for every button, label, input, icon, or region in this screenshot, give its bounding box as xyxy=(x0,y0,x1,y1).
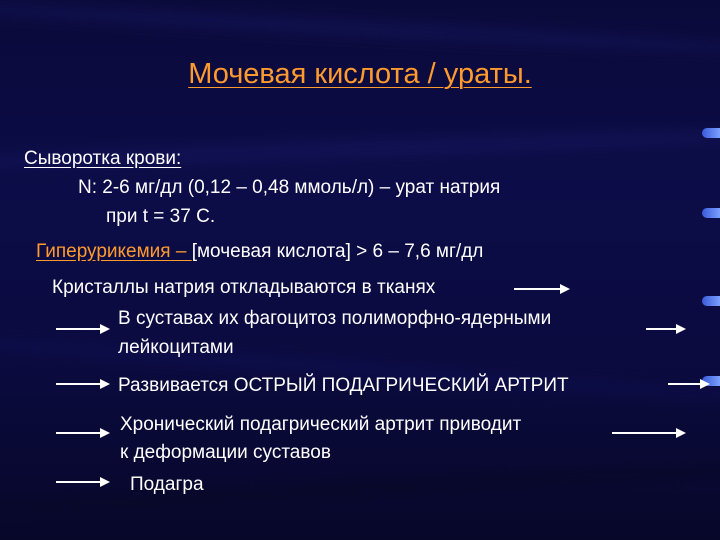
norm-line-2: при t = 37 С. xyxy=(106,206,216,227)
arrow-right-icon xyxy=(56,377,110,391)
arrow-right-icon xyxy=(56,475,110,489)
edge-decoration xyxy=(702,128,720,138)
chronic-line-1: Хронический подагрический артрит приводит xyxy=(120,414,522,435)
arrow-right-icon xyxy=(668,377,710,391)
background-streak xyxy=(0,0,720,60)
chronic-line-2: к деформации суставов xyxy=(120,442,331,463)
arrow-right-icon xyxy=(612,426,686,440)
background-streak xyxy=(0,457,720,521)
norm-line-1: N: 2-6 мг/дл (0,12 – 0,48 ммоль/л) – урат натрия xyxy=(78,177,501,198)
serum-label: Сыворотка крови: xyxy=(24,148,182,169)
hyperuricemia-dash: – xyxy=(170,241,192,262)
arrow-right-icon xyxy=(56,426,110,440)
phagocytosis-line-2: лейкоцитами xyxy=(118,337,234,358)
edge-decoration xyxy=(702,296,720,306)
acute-arthritis-text: Развивается ОСТРЫЙ ПОДАГРИЧЕСКИЙ АРТРИТ xyxy=(118,375,569,396)
arrow-right-icon xyxy=(646,322,686,336)
edge-decoration xyxy=(702,208,720,218)
slide-title-text: Мочевая кислота / ураты. xyxy=(188,58,532,90)
hyperuricemia-term: Гиперурикемия xyxy=(36,241,171,262)
hyperuricemia-definition: [мочевая кислота] > 6 – 7,6 мг/дл xyxy=(191,241,484,262)
crystals-text: Кристаллы натрия откладываются в тканях xyxy=(52,277,436,298)
gout-text: Подагра xyxy=(130,474,204,495)
hyperuricemia-line xyxy=(36,240,483,264)
phagocytosis-line-1: В суставах их фагоцитоз полиморфно-ядерными xyxy=(118,308,552,329)
slide-title xyxy=(0,58,720,91)
arrow-right-icon xyxy=(56,322,110,336)
arrow-right-icon xyxy=(514,282,570,296)
